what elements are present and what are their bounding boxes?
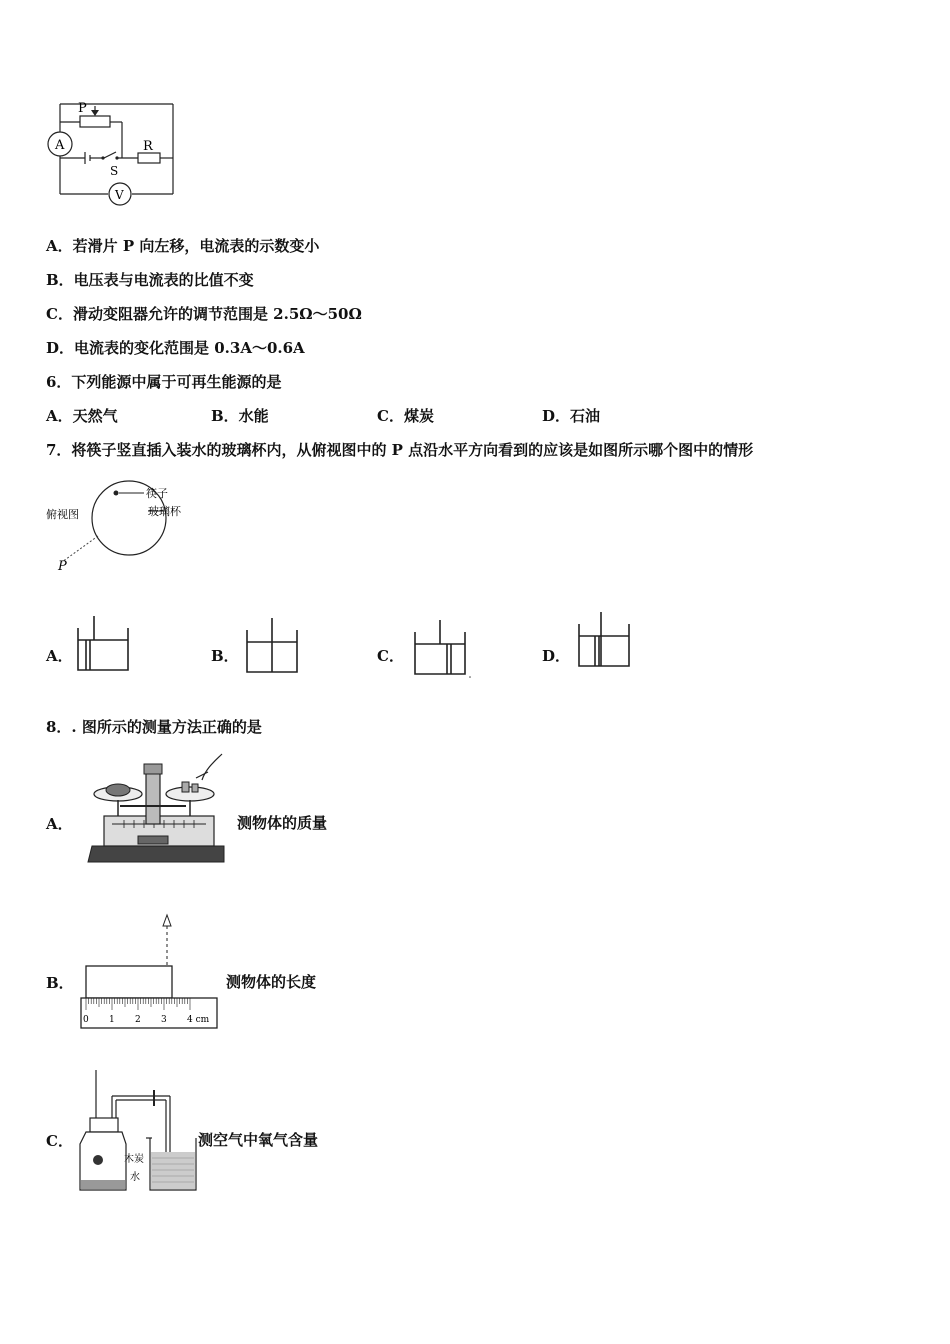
ruler-tick-4: 4 cm: [187, 1015, 210, 1025]
q8-stem: 8．. 图所示的测量方法正确的是: [46, 718, 262, 736]
label-ammeter: A: [55, 138, 65, 153]
q8-oxygen-apparatus-figure: [74, 1066, 202, 1196]
q6-option-a: A．天然气: [46, 407, 118, 425]
label-top-view: 俯视图: [46, 508, 79, 521]
ruler-tick-2: 2: [135, 1015, 141, 1025]
q7-top-view-figure: [44, 478, 214, 578]
q7-option-b-label: B．: [211, 647, 239, 665]
q6-stem: 6．下列能源中属于可再生能源的是: [46, 373, 282, 391]
circuit-diagram: [40, 98, 185, 208]
q6-option-b: B．水能: [211, 407, 269, 425]
q8-option-c-label: C．: [46, 1132, 73, 1150]
q5-option-a: A．若滑片 P 向左移，电流表的示数变小: [46, 237, 320, 255]
q7-option-a-glass: [76, 614, 134, 674]
label-point-p: P: [58, 559, 67, 574]
q8-balance-figure: [84, 750, 230, 866]
label-p: P: [78, 101, 87, 116]
ruler-tick-3: 3: [161, 1015, 167, 1025]
label-chopsticks: 筷子: [146, 487, 168, 500]
q8-option-b-label: B．: [46, 974, 74, 992]
q7-option-c-label: C．: [377, 647, 404, 665]
q7-option-d-label: D．: [542, 647, 571, 665]
label-switch: S: [110, 164, 119, 178]
q6-option-d: D．石油: [542, 407, 601, 425]
q8-option-a-label: A．: [46, 815, 73, 833]
q5-option-b: B．电压表与电流表的比值不变: [46, 271, 254, 289]
q7-option-d-glass: [577, 610, 635, 670]
label-resistor: R: [143, 139, 153, 154]
q7-stem: 7．将筷子竖直插入装水的玻璃杯内，从俯视图中的 P 点沿水平方向看到的应该是如图所示哪个图中的情形: [46, 441, 754, 459]
q8-option-c-text: 测空气中氧气含量: [198, 1131, 319, 1149]
ruler-tick-0: 0: [83, 1015, 89, 1025]
q5-option-c: C．滑动变阻器允许的调节范围是 2.5Ω～50Ω: [46, 305, 362, 323]
label-glass: 玻璃杯: [148, 505, 181, 518]
q5-option-d: D．电流表的变化范围是 0.3A～0.6A: [46, 339, 305, 357]
q8-option-a-text: 测物体的质量: [237, 814, 328, 832]
q8-option-b-text: 测物体的长度: [226, 973, 317, 991]
q6-option-c: C．煤炭: [377, 407, 434, 425]
ruler-tick-1: 1: [109, 1015, 115, 1025]
label-water: 水: [130, 1172, 140, 1183]
q7-option-c-glass: [413, 618, 473, 680]
q7-option-a-label: A．: [46, 647, 73, 665]
q7-option-b-glass: [245, 616, 303, 676]
label-charcoal: 木炭: [124, 1154, 144, 1165]
q8-ruler-figure: [78, 910, 223, 1032]
label-voltmeter: V: [115, 188, 124, 202]
